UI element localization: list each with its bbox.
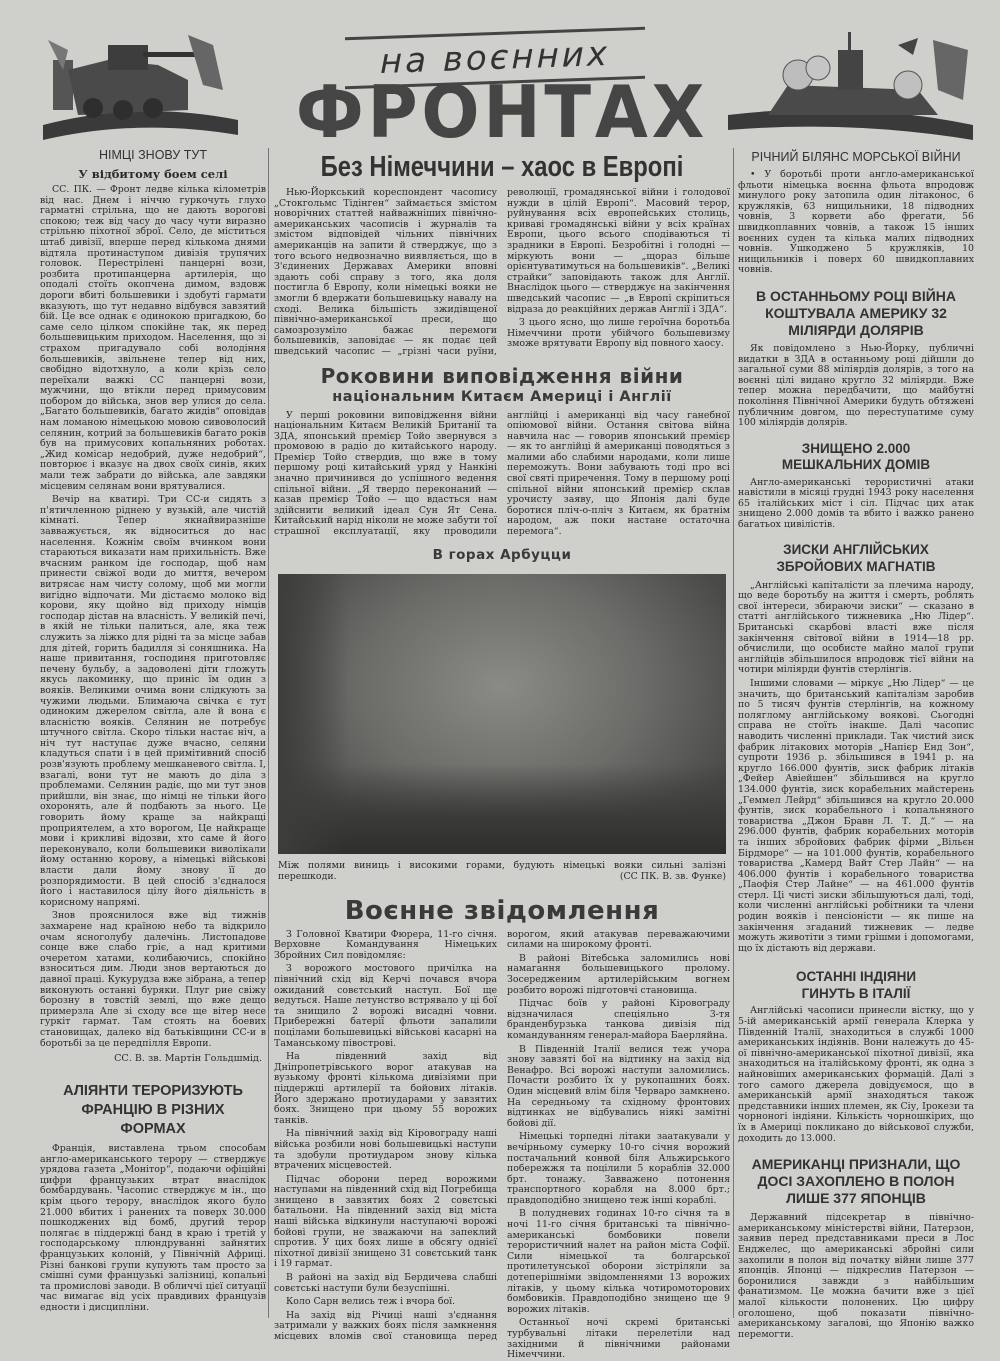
paragraph: Як повідомлено з Нью-Йорку, публичні видатки в ЗДА в останньому році дійшли до загальної суми 88 міліярдів долярів, з того на воєнні цілі видано кругло 32 міліярди. Вже тепер можна передбачити, що майбутні покоління Північної Америки будуть обтяжені публичним довгом, що переступатиме суму 100 міліярдів долярів. [738,342,974,429]
article-subtitle: У відбитому боем селі [78,167,228,181]
paragraph: Останньої ночі скремі британські турбувальні літаки перелетіли над західними й північними районами Німеччини. [507,1317,730,1361]
article-signature: СС. В. зв. Мартін Гольдшмід. [114,1053,262,1065]
article-title: ЗИСКИ АНГЛІЙСЬКИХ ЗБРОЙОВИХ МАГНАТІВ [776,541,936,574]
paragraph: З ворожого мостового причілка на північний схід від Керчі почався вчора ожиданий совєтський наступ. Бої ще ведуться. Наше летунство встрявало у ці бої та знищило 2 ворожі висадні човни. Прибережні батерії фльоти запалили поцілами большевицькі військові касарні на Таманському півострові. [274,963,497,1049]
masthead-title: ФРОНТАХ [295,70,709,154]
paragraph: З цього ясно, що лише героїчна боротьба Німеччини проти убійчого большевизму зможе врятувати Европу від повного хаосу. [507,317,730,350]
article-homes-destroyed [738,441,974,531]
article-title: Без Німеччини – хаос в Европі [320,151,684,183]
paragraph: В полудневих годинах 10-го січня та в ночі 11-го січня британські та північно-американські бомбовики повели терористичний налет на район міста Софії. Сили німецької та болгарської протилетунської оборони зістріляли за дотеперішніми звідомленнями 13 ворожих літаків, у цьому кілька чотиромоторових бомбовиків. Правдоподібно знищено ще 9 ворожих літаків. [507,1208,730,1315]
photo-caption [274,860,730,882]
paragraph: В районі Вітебська заломились нові намагання большевицького пролому. Зосередженим артилерійським вогнем розбито ворожі підготовчі становища. [507,952,730,996]
paragraph: В Південній Італії велися теж учора знову завзяті бої на відтинку на захід від Венафро. Всі ворожі наступи заломились. Почасти розбито їх у рукопашних боях. Один місцевий влім біля Черваро замкнено. На середньому та східному фронтових відтинках не відбувались ніякі замітні бойові дії. [507,1043,730,1129]
tank-illustration [38,30,243,140]
paragraph: На південний захід від Дніпропетрівського ворог атакував на вузькому фронті кількома дивізіями при піддержці артилерії та бойових літаків. Його здержано протиударами у завзятих боях. Знищено при цьому 55 ворожих танків. [274,1051,497,1126]
article-title: В ОСТАННЬОМУ РОЦІ ВІЙНА КОШТУВАЛА АМЕРИКУ 32 МІЛІЯРДИ ДОЛЯРІВ [755,287,956,338]
paragraph: В районі на захід від Бердичева слабші совєтські наступи були безуспішні. [274,1272,497,1294]
article-body [274,411,730,538]
article-body [738,1213,974,1340]
photo-title: В горах Арбуцци [432,546,572,563]
warship-illustration [728,30,978,145]
article-body [738,1006,974,1144]
article-title: Воєнне звідомлення [344,895,660,926]
article-body [738,170,974,276]
article-title: Роковини виповідження війни [320,363,684,388]
paragraph: Знов прояснилося вже від тижнів захмарене над країною небо та відкрило очам ясноголубу далечінь. Листопадове сонце вже слабо гріє, а над критими очеретом хатами, колибаючись, спокійно взноситься дим. Люди знов вертаються до давної праці. Кукурудза вже зібрана, а тепер виконують останні буряки. Плуг рие свіжу борозну в товстій землі, що вже дещо примерзла Але зі сходу все ще вітер несе гуркіт гармат. Там стоять на боевих становищах, далеко від батьківщини СС-и в боротьбі за це передпілля Европи. [40,910,266,1049]
article-war-cost [738,288,974,429]
photo-credit: (СС ПК. В. зв. Функе) [619,870,726,882]
article-subtitle: національним Китаєм Америці і Англії [332,388,672,405]
article-body [40,1144,266,1314]
article-body [40,185,266,1049]
paragraph: У перші роковини виповідження війни національним Китаєм Великій Британії та ЗДА, японський премієр Тойо звернувся з промовою в радіо до китайського народу. Премієр Тойо ствердив, що вже в тому першому році китайський уряд у Нанкіні значно причинився до успішного ведення спільної війни. „Я твердо переконаний — казав премієр Тойо — що вдасться нам здійснити великий ідеал Сун Ят Сена. Китайський нарід ніколи не може забути тої страшної експлуатації, яку проводили англійці і американці від часу ганебної опіюмової війни. Остання світова війна навчила нас — говорив японський премієр — як то англійці й американці поводяться з малими або слабими народами, коли лише переможуть. Вони забувають тоді про всі свої святі приречення. Тому в першому році спільної війни японський премієр склав урочисту заяву, що Японія далі буде боротися пліч-о-пліч з Китаєм, як братнім народом, аж поки настане остаточна перемога“. [274,409,730,538]
paragraph: Німецькі торпедні літаки заатакували у вечірньому сумерку 10-го січня ворожий постачальний конвой біля Альжирського побережжя та поцілили 5 кораблів 32.000 брт. тонажу. Завважено потонення транспортного корабля на 8.000 брт.; правдоподібно знищено теж інші кораблі. [507,1131,730,1206]
article-title: РІЧНИЙ БІЛЯНС МОРСЬКОЇ ВІЙНИ [751,150,961,164]
article-arms-profits [738,541,974,955]
article-allies-terror [40,1082,266,1314]
article-japanese-prisoners [738,1156,974,1340]
article-chaos-europe [274,148,730,358]
paragraph: Підчас боїв у районі Кіровограду відзначилася спеціяльно 3-тя бранденбурзька танкова дивізія під командуванням генерал-майора Баерляйна. [507,998,730,1041]
article-naval-balance [738,150,974,276]
article-body [738,581,974,955]
paragraph: Вечір на кватирі. Три СС-и сидять з п'ятичленною ріднею у вузькій, але чистій кімнаті. Тепер якнайвиразніше завважується, як відноситься до нас населення. Кожнім своїм вчинком вони стараються виказати нам прихильність. Вже вчасним ранком іде господар, щоб нам принести свіжої води до миття, вечером витрясає нам чисту солому, щоб ми могли вигідно відпочати. Ми дістаємо молоко від корови, яку щойно від приходу німців господар дістав на власність. У великій печі, в якій не тільки палиться, але, яка теж служить за ліжко для рідні та за місце забав для дітей, горить бадилля зі соняшника. На наше привитання, господиня приготовляє печену бульбу, а задоволені діти гложуть якусь лакоминку, що приніс їм один з вояків. Великими очима вони слідкують за чужими людьми. Блимаюча свічка є тут одиноким джерелом світла, але й вона є власністю вояків. Селянин не потребує штучного світла. Скоро тільки настає ніч, а ніч тут наступає дуже вчасно, селяни кладуться спати і в цей примітивний спосіб розв'язують проблему мешканевого світла. І, взагалі, вони тут не мають до діла з проблемами. Селянин радіє, що ми тут знов прийшли, він знає, що німці не тільки його охоронять, але й подбають за нього. Це говорить йому краще за найкращі проприятелем, а хто ворогом, Це найкраще мови і крикливі відозви, хто саме й його переконувало, коли большевики виволікали йому останню корову, а німецькі військові власти дали йому знову її до розпорядимости. В цей спосіб з'єдналося його і наставилося цілу його діяльність в корисному напрямі. [40,494,266,908]
paragraph: Іншими словами — міркує „Ню Лідер“ — це значить, що британський капіталізм заробив по 5 тисяч фунтів стерлінгів, на кожному поляглому англійському воякові. Сьогодні справа не стоїть інакше. Далі часопис наводить численні приклади. Так чистий зиск фабрик літакових моторів „Напієр Енд Зон“, супроти 1936 р. збільшився в 1941 р. на кругло 166.000 фунтів, зиск фабрик літаків „Фейер Авіейшен“ збільшився на кругло 134.000 фунтів, зиск корабельних майстерень „Геммел Лейрд“ збільшився на кругло 20.000 фунтів, зиск корабельного і копальняного товариства „Джон Бравн Л. Т. Д.“ — на 296.000 фунтів, фабрик корабельних моторів та інших збройових фабрик фірми „Вільєн Бірдморе“ — на 101.000 фунтів, корабельного товариства „Камерд Вайт Стер Лайн“ — на 406.000 фунтів і корабельного товариства „Паофія Стер Лайне“ — на 461.000 фунтів стерл. Ці чисті зиски збільшуються далі, тоді, коли численні англійські робітники та члени родин вояків і пенсіоністи — як пише на закінчення згаданий тижневик — ледве можуть животіти з тими грішми і допомогами, що їх дістають від держави. [738,678,974,954]
article-germans-again [40,148,266,1064]
article-war-anniversary [274,364,730,538]
article-body [274,188,730,358]
paragraph: Англо-американські терористичні атаки навістили в місяці грудні 1943 року населення 65 італійських міст і сіл. Підчас цих атак знищено 2.000 домів та вбито і важко ранено багатьох цивілістів. [738,476,974,531]
paragraph: Франція, виставлена трьом способам англо-американського терору — стверджує урядова газета „Монітор“, подаючи офіційні цифри французьких втрат внаслідок бомбардувань. Часопис стверджує м ін., що крім цього терору, внаслідок якого було 21.000 вбитих і ранених та поверх 30.000 пошкоджених від бомб, другий терор полягає в піддержці банд в краю і третій у господарському плюндруванні зайнятих французьких колоній, у Північній Африці. Різні банкові групи купують там просто за смішні суми французькі залізниці, копальні та промислові заводи. В обличчі цієї ситуації час вимагає від усіх правдивих французів едности і дисципліни. [40,1143,266,1313]
photo-mountains-arbucci [278,574,726,854]
article-title: АЛІЯНТИ ТЕРОРИЗУЮТЬ ФРАНЦІЮ В РІЗНИХ ФОРМАХ [63,1083,243,1138]
photo-caption-text: Між полями виниць і високими горами, будують німецькі вояки сильні залізні перешкоди. [278,859,726,882]
article-body [738,478,974,531]
article-title: АМЕРИКАНЦІ ПРИЗНАЛИ, ЩО ДОСІ ЗАХОПЛЕНО В ПОЛОН ЛИШЕ 377 ЯПОНЦІВ [751,1156,961,1207]
article-body [738,344,974,429]
right-column [738,150,974,1340]
paragraph: „Англійські капіталісти за плечима народу, що веде боротьбу на життя і смерть, роблять свої інтереси, збираючи зиски“ — сказано в статті англійського тижневика „Ню Лідер“. Британські скарбові власті вже після закінчення світової війни в 1914—18 рр. обчислили, що особисте майно малої групи англійців збільшилося впродовж тієї війни на чотири міліярди фунтів стерлінгів. [738,579,974,676]
column-divider [733,148,734,1318]
paragraph: Підчас оборони перед ворожими наступами на південний схід від Погребища знищено в завзятих боях 2 совєтські батальони. На південний захід від міста наші війська відкинули наступаючі ворожі бойові групи, не зважаючи на запеклий спротив. У цих боях лише в обсягу однієї піхотної дивізії знищено 31 совєтський танк і 19 гармат. [274,1173,497,1270]
article-title: НІМЦІ ЗНОВУ ТУТ [99,148,207,162]
article-indians-italy [738,968,974,1144]
left-column [40,148,266,1314]
article-military-report [274,896,730,1361]
paragraph: СС. ПК. — Фронт ледве кілька кілометрів від нас. Днем і ніччю гуркочуть глухо гарматні стрільна, що не дають ворогові спокою; теж від часу до часу чути виразно стрільню піхотної зброї. Село, де міститься штаб дивізії, вперше перед кількома днями відтяла протинаступом дивізія трупячих головок. Перестрілені панцерні вози, розбита протипанцерна артилерія, що оподалі стоїть окопчена димом, вздовж дороги вбиті большевики і здобуті гармати вказують, що тут недавно відбувся завзятий бій. Це все однак є одинокою пригадкою, бо саме село цілком спокійне так, як перед большевицьким приходом. Населення, що зі страхом пригадувало собі володіння большевиків, звільнене тепер від них, свобідно відотхнуло, а коли крізь село переїхали важкі СС панцерні вози, мужчини, що втікли перед примусовим побором до війська, знов вер улися до села. „Багато большевиків, багато жидів“ оповідав нам ломаною німецькою мовою сивоволосий селянин, котрий за большевиків багато років був на примусових копальняних роботах. „Жид комісар недобрий, дуже недобрий“, повторює і вказує на двох своїх синів, яких мали теж забрати до війська, але завдяки місцевим селянам вони врятувалися. [40,184,266,492]
photo-block [274,546,730,882]
article-title: ЗНИЩЕНО 2.000 МЕШКАЛЬНИХ ДОМІВ [781,440,931,472]
masthead-banner-text: на воєнних [379,33,611,83]
paragraph: • У боротьбі проти англо-американської фльоти німецька воєнна фльота впродовж минулого року затопила один літаконос, 6 кружляків, 63 нищильники, 18 підводних човнів, 3 корвети або фрегати, 56 швидкоплавних човнів, а також 15 інших воєнних суден та кілька малих підводних човнів. Ушкоджено 5 кружляків, 10 нищильників і поверх 60 швидкоплавних човнів. [738,169,974,276]
paragraph: Англійські часописи принесли вістку, що у 5-ій американській армії генерала Клерка у Південній Італії, знаходиться в службі 1000 американських індіянів. Вони належуть до 45-ої північно-американської піхотної дивізії, яка знаходиться на італійському фронті, як одна з найновіших американських формацій. Далі з того самого джерела довідуємося, що в американській армії знаходяться також представники інших племен, як Сіу, Ірокези та чорноногі індіяни. Кількість чорношкірих, що їх в Америці покликано до військової служби, доходить до 13.000. [738,1005,975,1144]
paragraph: Коло Сарн велись теж і вчора бої. [286,1296,456,1308]
middle-column [274,148,730,1361]
paragraph: На захід від Річиці наші з'єднання затримали у важких боях після замкнення місцевих вломів свої становища перед ворогом, який атакував переважаючими силами на широкому фронті. [274,928,730,1342]
paragraph: На північний захід від Кіровограду наші війська розбили нові большевицькі наступи та здобули протиударом знову кілька втрачених місцевостей. [274,1128,497,1172]
article-title: ОСТАННІ ІНДІЯНИ ГИНУТЬ В ІТАЛІЇ [795,969,917,1002]
paragraph: З Головної Кватири Фюрера, 11-го січня. Верховне Командування Німецьких Збройних Сил повідомляє: [274,928,497,961]
paragraph: Державний підсекретар в північно-американському міністерстві війни, Патерзон, заявив перед представниками преси в Лос Енджелес, що американські збройні сили захопили в полон від початку війни лише 377 японців. Японці — підкреслив Патерзон — боронилися завжди з найбільшим фанатизмом. Це можна бачити вже з цієї малої кількости полонених. Цю цифру оголошено, щоб показати північно-американському загалові, що Японію важко перемогти. [738,1212,974,1340]
paragraph: Нью-Йоркський кореспондент часопису „Стокгольмс Тідінген“ займається змістом новорічних статтей найважніших північно-американських часописів і журналів та змістом відповідей чільних північних американців на запити й стверджує, що з того всього недвозначно виявляється, що в З'єдинених Державах Америки вповні здають собі справу з того, яка доля постигла б Европу, коли німецькі вояки не змогли б вдержати большевицьку навалу на сході. Велика більшість зжидівщеної північно-американської преси, що самозрозуміло бажає перемоги большевиків, заповідає — як подає цей шведський часопис — „грізні часи руїни, революції, громадянської війни і голодової нужди в цілій Европі“. Масовий терор, руйнування всіх европейських столиць, криваві громадянські війни у всіх країнах Европи, цього всього сподіваються ті зрадники в Европі. Безробітні і голодні — міркують вони — „щораз більше орієнтуватимуться на большевиків“. „Великі страйки“ заповідають також для Англії. Внаслідок цього — стверджує на закінчення шведський часопис — „в Европі скріпиться відраза до реакційних держав Англії і ЗДА“. [274,187,730,357]
article-body [274,930,730,1361]
column-divider [268,148,269,1318]
